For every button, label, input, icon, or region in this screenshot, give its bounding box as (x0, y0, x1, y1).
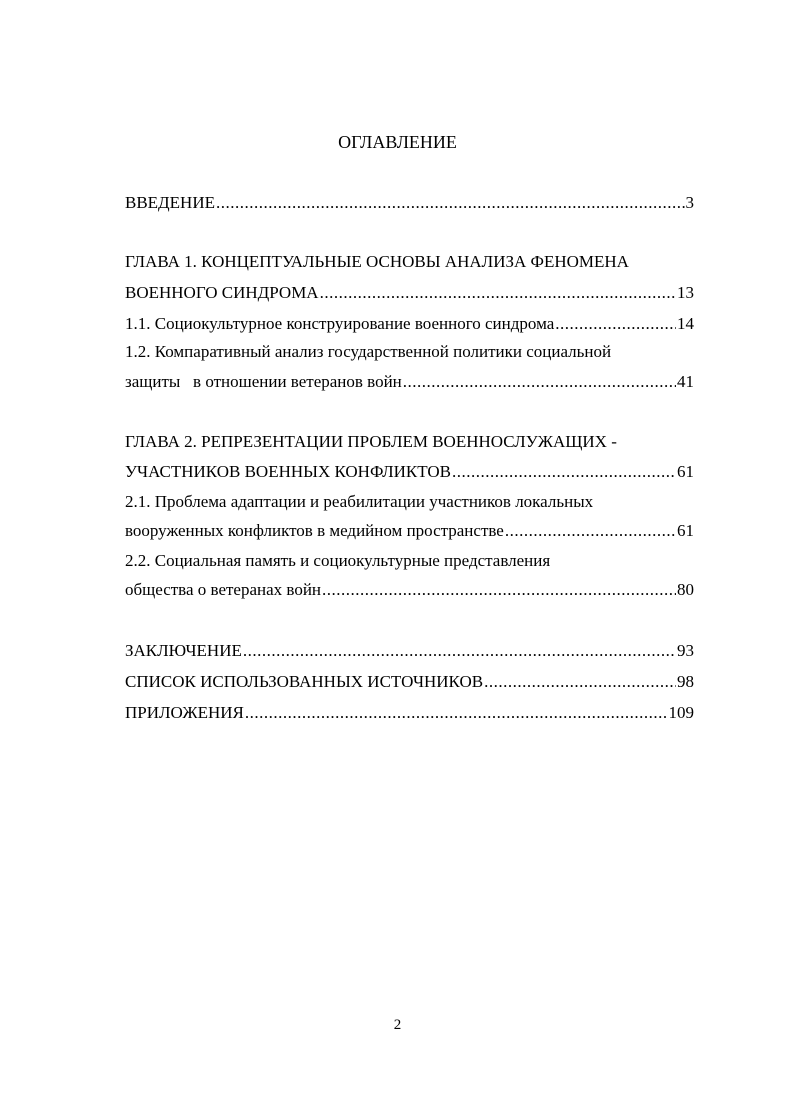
chapter1-title-line1: ГЛАВА 1. КОНЦЕПТУАЛЬНЫЕ ОСНОВЫ АНАЛИЗА ФЕНОМЕНА (125, 252, 629, 271)
toc-entry-page: 98 (677, 672, 694, 691)
chapter2-title-line1: ГЛАВА 2. РЕПРЕЗЕНТАЦИИ ПРОБЛЕМ ВОЕННОСЛУЖАЩИХ - (125, 432, 617, 451)
dot-leader (555, 312, 676, 336)
toc-entry-title: СПИСОК ИСПОЛЬЗОВАННЫХ ИСТОЧНИКОВ (125, 672, 484, 691)
dot-leader (320, 281, 676, 305)
toc-entry-page: 13 (677, 283, 694, 302)
section-1-1-title: 1.1. Социокультурное конструирование военного синдрома (125, 314, 555, 333)
section-2-2-title-line2: общества о ветеранах войн (125, 580, 322, 599)
toc-entry-section-2-1 (125, 519, 694, 543)
toc-entry-page: 14 (677, 314, 694, 333)
toc-entry-chapter1 (125, 281, 694, 305)
toc-entry-conclusion (125, 639, 694, 663)
toc-entry-page: 80 (677, 580, 694, 599)
section-2-2-title-line1: 2.2. Социальная память и социокультурные представления (125, 551, 551, 570)
section-1-2-title-line1: 1.2. Компаративный анализ государственной политики социальной (125, 342, 612, 361)
toc-entry-section-2-2 (125, 578, 694, 602)
toc-entry-page: 109 (668, 703, 694, 722)
dot-leader (322, 578, 676, 602)
toc-entry-section-1-2 (125, 370, 694, 394)
toc-entry-page: 41 (677, 372, 694, 391)
dot-leader (505, 519, 676, 543)
toc-entry-page: 61 (677, 462, 694, 481)
toc-entry-section-1-1 (125, 312, 694, 336)
section-2-1-title-line2: вооруженных конфликтов в медийном пространстве (125, 521, 504, 540)
toc-entry-introduction (125, 191, 694, 215)
section-2-1-title-line1: 2.1. Проблема адаптации и реабилитации участников локальных (125, 492, 594, 511)
dot-leader (403, 370, 676, 394)
toc-entry-page: 61 (677, 521, 694, 540)
dot-leader (245, 701, 668, 725)
toc-entry-title: ВВЕДЕНИЕ (125, 193, 215, 212)
page-number: 2 (393, 1017, 402, 1033)
toc-entry-title: ЗАКЛЮЧЕНИЕ (125, 641, 242, 660)
toc-entry-appendices (125, 701, 694, 725)
section-1-2-title-line2: защиты в отношении ветеранов войн (125, 372, 402, 391)
dot-leader (452, 460, 676, 484)
toc-heading: ОГЛАВЛЕНИЕ (338, 132, 457, 152)
toc-entry-references (125, 670, 694, 694)
toc-entry-page: 93 (677, 641, 694, 660)
dot-leader (216, 191, 685, 215)
toc-entry-chapter2 (125, 460, 694, 484)
toc-entry-title: ПРИЛОЖЕНИЯ (125, 703, 244, 722)
dot-leader (243, 639, 676, 663)
toc-entry-page: 3 (685, 193, 694, 212)
chapter1-title-line2: ВОЕННОГО СИНДРОМА (125, 283, 319, 302)
dot-leader (484, 670, 676, 694)
chapter2-title-line2: УЧАСТНИКОВ ВОЕННЫХ КОНФЛИКТОВ (125, 462, 452, 481)
